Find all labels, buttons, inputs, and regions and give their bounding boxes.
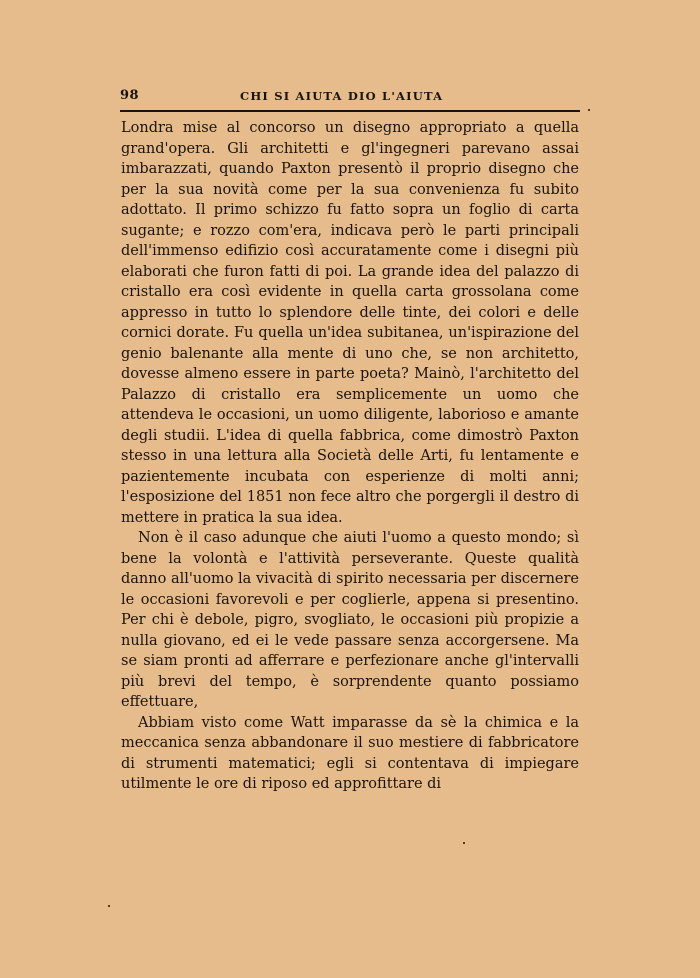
page-speck (588, 109, 590, 111)
paragraph-1: Londra mise al concorso un disegno appropriato a quella grand'opera. Gli architetti e gl'ingegneri parevano assai imbarazzati, quando Paxton presentò il proprio disegno che per la sua novità come per la sua convenienza fu subito adottato. Il primo schizzo fu fatto sopra un foglio di carta sugante; e rozzo com'era, indicava però le parti principali dell'immenso edifizio così accuratamente come i disegni più elaborati che furon fatti di poi. La grande idea del palazzo di cristallo era così evidente in quella carta grossolana come appresso in tutto lo splendore delle tinte, dei colori e delle cornici dorate. Fu quella un'idea subitanea, un'ispirazione del genio balenante alla mente di uno che, se non architetto, dovesse almeno essere in parte poeta? Mainò, l'architetto del Palazzo di cristallo era semplicemente un uomo che attendeva le occasioni, un uomo diligente, laborioso e amante degli studii. L'idea di quella fabbrica, come dimostrò Paxton stesso in una lettura alla Società delle Arti, fu lentamente e pazientemente incubata con esperienze di molti anni; l'esposizione del 1851 non fece altro che porgergli il destro di mettere in pratica la sua idea. (121, 120, 579, 526)
header-rule (120, 110, 580, 112)
page-speck (108, 905, 110, 907)
page-number: 98 (120, 88, 140, 103)
paragraph-3: Abbiam visto come Watt imparasse da sè la chimica e la meccanica senza abbandonare il suo mestiere di fabbricatore di strumenti matematici; egli si contentava di impiegare utilmente le ore di riposo ed approfittare di (121, 714, 579, 792)
body-text (121, 118, 579, 795)
running-title: CHI SI AIUTA DIO L'AIUTA (240, 89, 444, 103)
page-header (120, 88, 582, 108)
page-speck (463, 842, 465, 844)
paragraph-2: Non è il caso adunque che aiuti l'uomo a questo mondo; sì bene la volontà e l'attività perseverante. Queste qualità danno all'uomo la vivacità di spirito necessaria per discernere le occasioni favorevoli e per coglierle, appena si presentino. Per chi è debole, pigro, svogliato, le occasioni più propizie a nulla giovano, ed ei le vede passare senza accorgersene. Ma se siam pronti ad afferrare e perfezionare anche gl'intervalli più brevi del tempo, è sorprendente quanto possiamo effettuare, (121, 530, 579, 710)
